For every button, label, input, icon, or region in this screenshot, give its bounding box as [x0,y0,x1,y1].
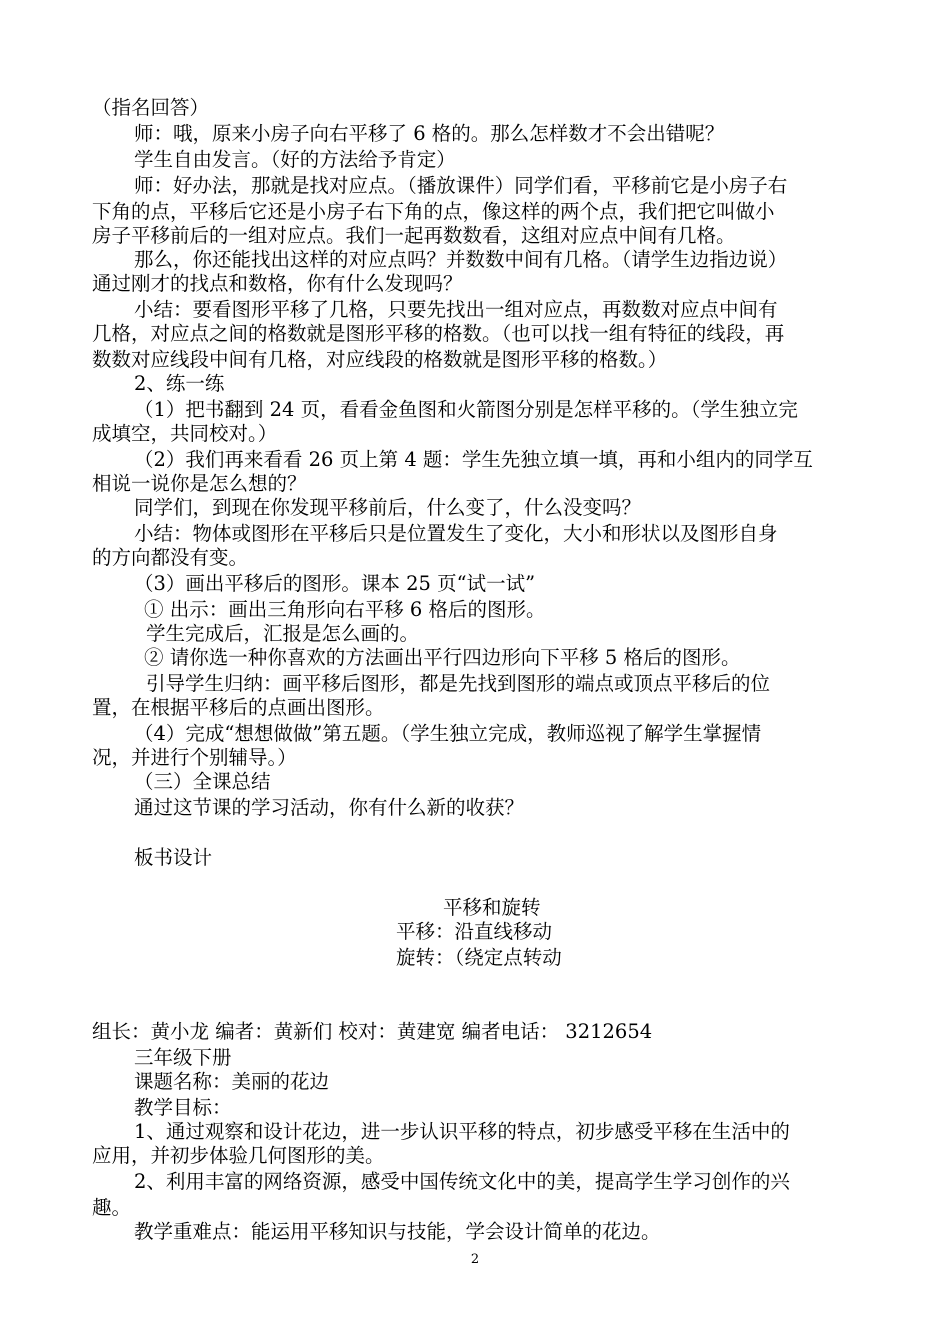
text-line: 2、练一练 [134,372,225,395]
text-line: （3）画出平移后的图形。课本 25 页“试一试” [134,572,536,595]
text-line: 师：好办法，那就是找对应点。（播放课件）同学们看，平移前它是小房子右 [134,174,788,197]
text-line: 课题名称：美丽的花边 [134,1070,330,1093]
text-line: 几格，对应点之间的格数就是图形平移的格数。（也可以找一组有特征的线段，再 [92,322,785,345]
text-line: 成填空，共同校对。） [92,422,278,445]
text-line: 的方向都没有变。 [92,546,249,569]
text-line: 应用，并初步体验几何图形的美。 [92,1144,385,1167]
text-line: 教学重难点：能运用平移知识与技能，学会设计简单的花边。 [134,1220,661,1243]
text-line: 通过刚才的找点和数格，你有什么发现吗？ [92,272,463,295]
credits-line: 组长：黄小龙 编者：黄新们 校对：黄建宽 编者电话： 3212654 [92,1020,653,1043]
board-title: 平移和旋转 [443,896,541,919]
text-line: 通过这节课的学习活动，你有什么新的收获？ [134,796,525,819]
text-line: 置，在根据平移后的点画出图形。 [92,696,385,719]
text-line: 学生自由发言。（好的方法给予肯定） [134,148,456,171]
text-line: 师：哦，原来小房子向右平移了 6 格的。那么怎样数才不会出错呢？ [134,122,725,145]
text-line: （指名回答） [92,96,210,119]
text-line: ② 请你选一种你喜欢的方法画出平行四边形向下平移 5 格后的图形。 [144,646,741,669]
text-line: （2）我们再来看看 26 页上第 4 题：学生先独立填一填，再和小组内的同学互 [134,448,813,471]
section-heading: 板书设计 [134,846,213,869]
text-line: （1）把书翻到 24 页，看看金鱼图和火箭图分别是怎样平移的。（学生独立完 [134,398,798,421]
text-line: 下角的点，平移后它还是小房子右下角的点，像这样的两个点，我们把它叫做小 [92,200,775,223]
text-line: 学生完成后，汇报是怎么画的。 [146,622,420,645]
text-line: 房子平移前后的一组对应点。我们一起再数数看，这组对应点中间有几格。 [92,224,736,247]
text-line: 小结：物体或图形在平移后只是位置发生了变化，大小和形状以及图形自身 [134,522,778,545]
text-line: 三年级下册 [134,1046,232,1069]
page-number: 2 [470,1252,480,1267]
text-line: 2、利用丰富的网络资源，感受中国传统文化中的美，提高学生学习创作的兴 [134,1170,790,1193]
text-line: 小结：要看图形平移了几格，只要先找出一组对应点，再数数对应点中间有 [134,298,778,321]
text-line: 引导学生归纳：画平移后图形，都是先找到图形的端点或顶点平移后的位 [146,672,771,695]
text-line: 教学目标： [134,1096,232,1119]
text-line: 那么，你还能找出这样的对应点吗？并数数中间有几格。（请学生边指边说） [134,248,788,271]
text-line: 趣。 [92,1196,132,1219]
text-line: 况，并进行个别辅导。） [92,746,297,769]
section-heading: （三）全课总结 [134,770,271,793]
text-line: （4）完成“想想做做”第五题。（学生独立完成，教师巡视了解学生掌握情 [134,722,762,745]
text-line: 相说一说你是怎么想的？ [92,472,307,495]
board-line: 平移：沿直线移动 [396,920,553,943]
text-line: 1、通过观察和设计花边，进一步认识平移的特点，初步感受平移在生活中的 [134,1120,790,1143]
text-line: ① 出示：画出三角形向右平移 6 格后的图形。 [144,598,546,621]
text-line: 数数对应线段中间有几格，对应线段的格数就是图形平移的格数。） [92,348,668,371]
board-line: 旋转：（绕定点转动 [396,946,562,969]
text-line: 同学们，到现在你发现平移前后，什么变了，什么没变吗？ [134,496,642,519]
